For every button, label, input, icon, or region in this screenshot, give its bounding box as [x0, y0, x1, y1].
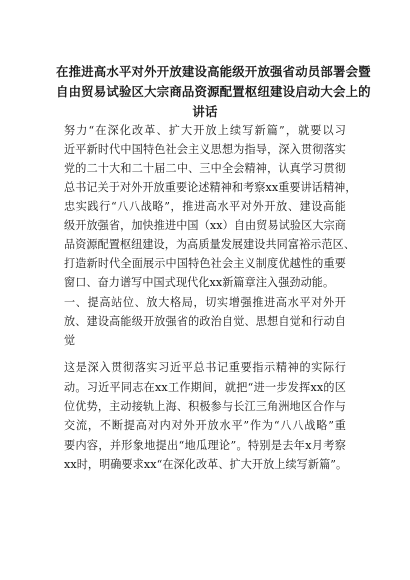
body-line-15: xx时，明确要求xx“在深化改革、扩大开放上续写新篇”。 — [64, 458, 348, 471]
body-line-5: 忠实践行“八八战略”，推进高水平对外开放、建设高能 — [64, 200, 346, 213]
body-line-3: 党的二十大和二十届二中、三中全会精神，认真学习贯彻 — [64, 162, 346, 175]
document-title-line-1: 在推进高水平对外开放建设高能级开放强省动员部署会暨 — [56, 64, 371, 79]
body-line-4: 总书记关于对外开放重要论述精神和考察xx重要讲话精神， — [64, 181, 357, 194]
document-title-line-3: 讲话 — [192, 104, 218, 119]
body-line-13: 交流，不断提高对内对外开放水平”作为“八八战略”重 — [64, 419, 346, 432]
section-heading-line-3: 觉 — [64, 334, 76, 347]
body-line-1: 努力“在深化改革、扩大开放上续写新篇”，就要以习 — [64, 124, 346, 137]
body-line-2: 近平新时代中国特色社会主义思想为指导，深入贯彻落实 — [64, 143, 346, 156]
section-heading-line-2: 放、建设高能级开放强省的政治自觉、思想自觉和行动自 — [64, 315, 346, 328]
document-title-line-2: 自由贸易试验区大宗商品资源配置枢纽建设启动大会上的 — [56, 84, 371, 99]
body-line-7: 品资源配置枢纽建设，为高质量发展建设共同富裕示范区、 — [64, 238, 356, 251]
body-line-12: 位优势，主动接轨上海、积极参与长江三角洲地区合作与 — [64, 400, 346, 413]
body-line-14: 要内容，并形象地提出“地瓜理论”。特别是去年x月考察 — [64, 439, 346, 452]
section-heading-line-1: 一、提高站位、放大格局，切实增强推进高水平对外开 — [64, 296, 346, 309]
body-line-8: 打造新时代全面展示中国特色社会主义制度优越性的重要 — [64, 257, 346, 270]
body-line-11: 动。习近平同志在xx工作期间，就把“进一步发挥xx的区 — [64, 381, 346, 394]
body-line-10: 这是深入贯彻落实习近平总书记重要指示精神的实际行 — [64, 361, 346, 374]
body-line-9: 窗口、奋力谱写中国式现代化xx新篇章注入强劲动能。 — [64, 276, 335, 289]
body-line-6: 级开放强省，加快推进中国（xx）自由贸易试验区大宗商 — [64, 219, 346, 232]
